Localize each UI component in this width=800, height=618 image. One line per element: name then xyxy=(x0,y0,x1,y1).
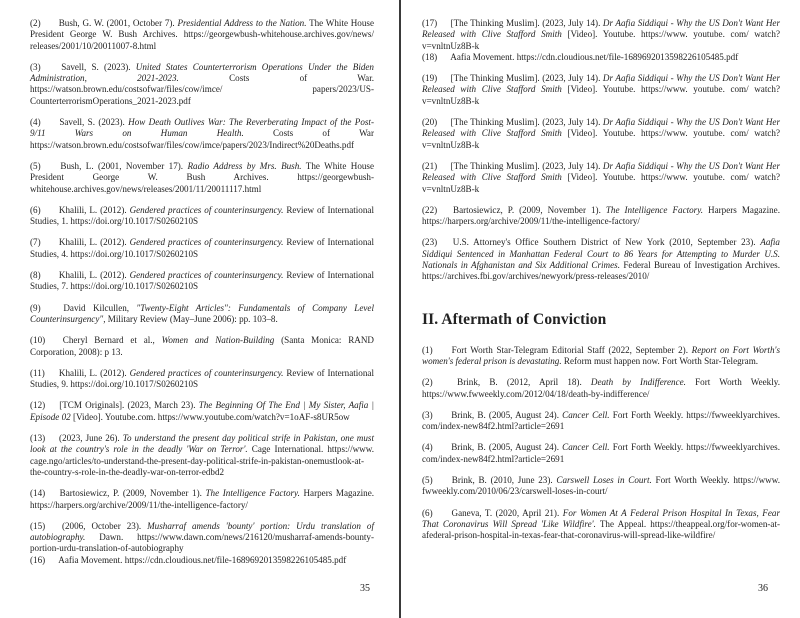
reference-number: (3) xyxy=(422,409,433,420)
reference-author: Khalili, L. (2012). xyxy=(58,237,127,248)
reference-entry xyxy=(30,433,374,478)
reference-author: Aafia Movement. xyxy=(58,554,123,565)
reference-number: (6) xyxy=(422,507,433,518)
reference-number: (20) xyxy=(422,117,438,128)
reference-details[interactable]: Fort Forth Weekly. https://fwweeklyarchives. com/index-new84f2.html?article=2691 xyxy=(422,409,780,432)
reference-details[interactable]: Federal Bureau of Investigation Archives. https://archives.fbi.gov/archives/newyork/press-releases/2010/ xyxy=(422,260,780,282)
reference-number: (13) xyxy=(30,433,46,444)
reference-title: How Death Outlives War: The Reverberating Impact of the Post-9/11 Wars on Human Health. xyxy=(30,117,374,139)
reference-number: (6) xyxy=(30,204,41,215)
reference-author: Savell, S. (2023). xyxy=(59,117,125,128)
reference-author: Bartosiewicz, P. (2009, November 1). xyxy=(59,488,202,499)
reference-author: [The Thinking Muslim]. (2023, July 14). xyxy=(450,73,601,84)
reference-title: Cancer Cell. xyxy=(562,442,610,453)
reference-details[interactable]: https://cdn.cloudious.net/file-1689692013598226105485.pdf xyxy=(516,51,739,62)
reference-details[interactable]: [Video]. Youtube. https://www. youtube. com/ watch?v=vnltnUz8B-k xyxy=(422,84,780,106)
reference-title: Musharraf amends 'bounty' portion: Urdu translation of autobiography. xyxy=(30,520,374,543)
reference-author: Brink, B. (2005, August 24). xyxy=(451,409,559,420)
reference-number: (10) xyxy=(30,335,46,346)
reference-entry xyxy=(422,73,780,107)
reference-number: (3) xyxy=(30,61,41,72)
reference-author: U.S. Attorney's Office Southern District of New York (2010, September 23). xyxy=(452,237,756,248)
right-page xyxy=(400,0,800,618)
reference-details[interactable]: Harpers Magazine. https://harpers.org/archive/2009/11/the-intelligence-factory/ xyxy=(30,488,375,510)
reference-number: (2) xyxy=(30,18,41,28)
reference-details[interactable]: (Santa Monica: RAND Corporation, 2008): p 13. xyxy=(30,335,374,357)
reference-number: (9) xyxy=(30,302,41,313)
reference-entry xyxy=(422,410,780,433)
reference-entry xyxy=(422,18,780,52)
reference-title: Gendered practices of counterinsurgency. xyxy=(129,270,284,281)
reference-title: Presidential Address to the Nation. xyxy=(177,18,307,28)
reference-title: Dr Aafia Siddiqui - Why the US Don't Want Her Released with Clive Stafford Smith xyxy=(422,73,780,95)
reference-details[interactable]: Review of International Studies, 9. https://doi.org/10.1017/S0260210S xyxy=(30,367,374,390)
reference-details[interactable]: https://cdn.cloudious.net/file-1689692013598226105485.pdf xyxy=(124,554,347,565)
reference-details[interactable]: Military Review (May–June 2006): pp. 103–8. xyxy=(107,313,278,324)
reference-author: Ganeva, T. (2020, April 21). xyxy=(451,507,560,518)
reference-details[interactable]: Fort Worth Weekly. https://www.fwweekly.com/2012/04/18/death-by-indifference/ xyxy=(422,377,780,399)
reference-number: (4) xyxy=(422,442,433,453)
reference-author: Aafia Movement. xyxy=(450,51,515,62)
reference-number: (5) xyxy=(422,475,433,486)
reference-details[interactable]: Review of International Studies, 4. https://doi.org/10.1017/S0260210S xyxy=(30,237,374,259)
reference-author: (2023, June 26). xyxy=(59,433,120,444)
reference-entry xyxy=(422,377,780,400)
reference-author: Cheryl Bernard et al., xyxy=(62,335,155,346)
reference-number: (16) xyxy=(30,554,46,565)
reference-author: [TCM Originals]. (2023, March 23). xyxy=(59,400,196,411)
reference-number: (21) xyxy=(422,160,438,171)
left-reference-list xyxy=(30,18,374,566)
reference-entry xyxy=(30,303,374,326)
reference-entry xyxy=(30,555,374,566)
reference-author: Bartosiewicz, P. (2009, November 1). xyxy=(453,204,601,215)
page-number-left: 35 xyxy=(360,583,370,594)
reference-entry xyxy=(422,117,780,151)
reference-author: Savell, S. (2023). xyxy=(61,61,131,72)
reference-title: Report on Fort Worth's women's federal prison is devastating. xyxy=(422,344,780,366)
reference-number: (23) xyxy=(422,237,438,248)
reference-details[interactable]: Fort Forth Weekly. https://fwweeklyarchives. com/index-new84f2.html?article=2691 xyxy=(422,442,780,464)
reference-number: (15) xyxy=(30,520,46,531)
reference-number: (14) xyxy=(30,488,46,499)
section-heading: II. Aftermath of Conviction xyxy=(422,310,607,328)
reference-entry xyxy=(30,117,374,151)
reference-title: Aafia Siddiqui Sentenced in Manhattan Federal Court to 86 Years for Attempting to Murder U.S. Nationals in Afghanistan and Six Additional Crimes. xyxy=(422,237,780,271)
reference-details[interactable]: [Video]. Youtube. https://www. youtube. com/ watch?v=vnltnUz8B-k xyxy=(422,172,780,194)
right-reference-list-bottom xyxy=(422,345,780,542)
reference-number: (12) xyxy=(30,400,46,411)
reference-author: Khalili, L. (2012). xyxy=(58,367,127,378)
reference-author: [The Thinking Muslim]. (2023, July 14). xyxy=(450,18,601,28)
reference-details[interactable]: Review of International Studies, 7. https://doi.org/10.1017/S0260210S xyxy=(30,270,374,292)
reference-entry xyxy=(422,52,780,63)
reference-number: (1) xyxy=(422,344,433,355)
reference-details[interactable]: [Video]. Youtube. https://www. youtube. com/ watch?v=vnltnUz8B-k xyxy=(422,29,780,51)
reference-title: The Intelligence Factory. xyxy=(605,204,704,215)
reference-entry xyxy=(422,161,780,195)
reference-title: Dr Aafia Siddiqui - Why the US Don't Want Her Released with Clive Stafford Smith xyxy=(422,160,780,183)
reference-details[interactable]: The White House President George W. Bush Archives. https://georgewbush-whitehouse.archives.gov/news/releases/2001/11/20011117.html xyxy=(30,160,374,194)
reference-title: The Beginning Of The End | My Sister, Aafia | Episode 02 xyxy=(30,400,374,422)
reference-details[interactable]: Review of International Studies, 1. https://doi.org/10.1017/S0260210S xyxy=(30,204,374,227)
reference-entry xyxy=(30,18,374,52)
reference-details[interactable]: Fort Worth Weekly. https://www. fwweekly.com/2010/06/23/carswell-loses-in-court/ xyxy=(422,475,780,497)
reference-author: Khalili, L. (2012). xyxy=(58,204,127,215)
reference-number: (4) xyxy=(30,117,41,128)
reference-details[interactable]: Cage International. https://www. cage.ngo/articles/to-understand-the-present-day-political-strife-in-pakistan-onemustlook-at-the-country-s-role-in-the-deadly-war-on-terror-edbd2 xyxy=(30,444,374,477)
reference-entry xyxy=(422,508,780,542)
reference-entry xyxy=(30,521,374,555)
reference-entry xyxy=(422,345,780,368)
reference-title: For Women At A Federal Prison Hospital In Texas, Fear That Coronavirus Will Spread 'Like Wildfire'. xyxy=(422,507,780,529)
reference-title: Carswell Loses in Court. xyxy=(556,475,652,486)
reference-number: (2) xyxy=(422,377,433,388)
page-gutter-divider xyxy=(399,0,401,618)
reference-number: (22) xyxy=(422,204,438,215)
reference-title: To understand the present day political strife in Pakistan, one must look at the country's role in the deadly 'War on Terror'. xyxy=(30,433,374,455)
reference-details[interactable]: Reform must happen now. Fort Worth Star-Telegram. xyxy=(563,355,759,366)
reference-title: Cancer Cell. xyxy=(562,409,610,420)
reference-author: Bush, G. W. (2001, October 7). xyxy=(58,18,175,28)
reference-title: Gendered practices of counterinsurgency. xyxy=(129,367,284,378)
reference-details[interactable]: Costs of War. https://watson.brown.edu/costsofwar/files/cow/imce/ papers/2023/US-CounterterrorismOperations_2021-2023.pdf xyxy=(30,73,374,106)
reference-title: Radio Address by Mrs. Bush. xyxy=(187,160,302,171)
reference-entry xyxy=(30,488,374,511)
reference-number: (18) xyxy=(422,51,438,62)
reference-author: Bush, L. (2001, November 17). xyxy=(60,160,184,171)
reference-author: Brink, B. (2005, August 24). xyxy=(451,442,559,453)
reference-details[interactable]: Costs of War https://watson.brown.edu/costsofwar/files/cow/imce/papers/2023/Indirect%20Deaths.pdf xyxy=(30,128,374,150)
reference-details[interactable]: Dawn. https://www.dawn.com/news/216120/musharraf-amends-bounty-portion-urdu-translation-of-autobiography xyxy=(30,532,374,554)
reference-details[interactable]: [Video]. Youtube.com. https://www.youtube.com/watch?v=1oAF-s8UR5ow xyxy=(72,411,350,422)
reference-title: Gendered practices of counterinsurgency. xyxy=(129,237,284,248)
reference-author: [The Thinking Muslim]. (2023, July 14). xyxy=(450,117,601,128)
reference-entry xyxy=(422,475,780,498)
reference-entry xyxy=(422,205,780,228)
reference-author: Brink, B. (2010, June 23). xyxy=(451,475,553,486)
reference-entry xyxy=(30,62,374,107)
reference-details[interactable]: The Appeal. https://theappeal.org/for-women-at-afederal-prison-hospital-in-texas-fear-that-coronavirus-will-spread-like-wildfire/ xyxy=(422,518,781,541)
reference-title: The Intelligence Factory. xyxy=(205,488,300,499)
reference-number: (19) xyxy=(422,73,438,84)
reference-entry xyxy=(30,237,374,260)
reference-number: (8) xyxy=(30,270,41,281)
reference-number: (5) xyxy=(30,160,41,171)
reference-title: Death by Indifference. xyxy=(590,377,686,388)
reference-entry xyxy=(422,442,780,465)
reference-entry xyxy=(30,161,374,195)
reference-title: Gendered practices of counterinsurgency. xyxy=(129,204,284,215)
reference-author: Khalili, L. (2012). xyxy=(58,270,127,281)
reference-author: David Kilcullen, xyxy=(63,302,130,313)
reference-number: (7) xyxy=(30,237,41,248)
reference-title: Women and Nation-Building xyxy=(161,335,275,346)
reference-number: (11) xyxy=(30,367,45,378)
reference-entry xyxy=(30,205,374,228)
reference-title: Dr Aafia Siddiqui - Why the US Don't Want Her Released with Clive Stafford Smith xyxy=(422,117,780,139)
reference-entry xyxy=(30,400,374,423)
reference-author: Fort Worth Star-Telegram Editorial Staff (2022, September 2). xyxy=(451,344,688,355)
reference-number: (17) xyxy=(422,18,438,28)
reference-details[interactable]: The White House President George W. Bush Archives. https://georgewbush-whitehouse.archives.gov/news/ releases/2001/10/20011007-8.html xyxy=(30,18,374,51)
reference-author: Brink, B. (2012, April 18). xyxy=(457,377,582,388)
reference-entry xyxy=(422,237,780,282)
reference-title: Dr Aafia Siddiqui - Why the US Don't Want Her Released with Clive Stafford Smith xyxy=(422,18,780,40)
reference-entry xyxy=(30,368,374,391)
reference-entry xyxy=(30,335,374,358)
right-reference-list-top xyxy=(422,18,780,283)
reference-author: [The Thinking Muslim]. (2023, July 14). xyxy=(450,160,601,171)
reference-title: United States Counterterrorism Operations Under the Biden Administration, 2021-2023. xyxy=(30,61,374,84)
reference-author: (2006, October 23). xyxy=(61,520,142,531)
reference-title: "Twenty-Eight Articles": Fundamentals of Company Level Counterinsurgency", xyxy=(30,302,374,324)
reference-entry xyxy=(30,270,374,293)
reference-details[interactable]: [Video]. Youtube. https://www. youtube. com/ watch?v=vnltnUz8B-k xyxy=(422,128,780,150)
reference-details[interactable]: Harpers Magazine. https://harpers.org/archive/2009/11/the-intelligence-factory/ xyxy=(422,204,780,227)
page-number-right: 36 xyxy=(758,583,768,594)
